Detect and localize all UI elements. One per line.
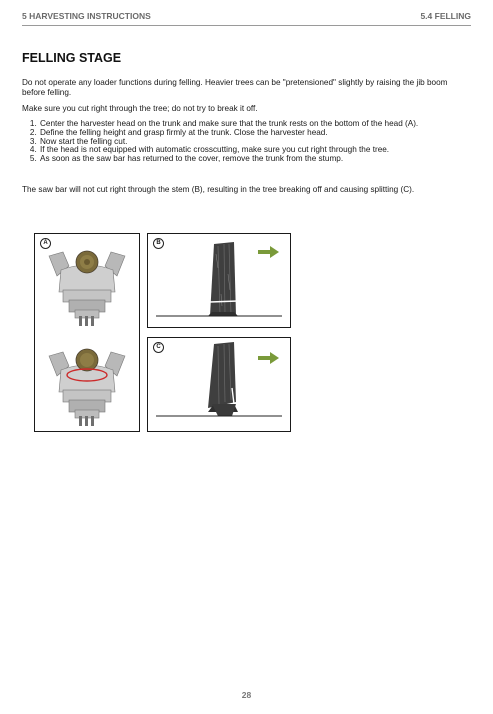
incomplete-cut-illustration	[148, 234, 290, 327]
tree-trunk	[208, 342, 236, 408]
figure-label-a: A	[40, 238, 51, 249]
felling-direction-arrow	[258, 246, 279, 258]
felling-steps-list	[22, 120, 471, 164]
figure-b-incomplete-cut	[147, 233, 291, 328]
harvester-head-illustration	[35, 234, 139, 431]
step-item: 2. Define the felling height and grasp firmly at the trunk. Close the harvester head.	[39, 129, 471, 138]
felling-direction-arrow	[258, 352, 279, 364]
subsection-title: 5.4 FELLING	[420, 11, 471, 21]
step-item: 5. As soon as the saw bar has returned to the cover, remove the trunk from the stump.	[39, 155, 471, 164]
step-item: 4. If the head is not equipped with automatic crosscutting, make sure you cut right through the tree.	[39, 146, 471, 155]
partial-cut-line	[210, 301, 238, 302]
intro-paragraph-1: Do not operate any loader functions during felling. Heavier trees can be "pretensioned" slightly by raising the jib boom before felling.	[22, 78, 448, 98]
harvester-head-top-view	[49, 251, 125, 326]
page-header	[22, 11, 471, 25]
splitting-illustration	[148, 338, 290, 431]
page-title: FELLING STAGE	[22, 51, 122, 65]
page-number: 28	[241, 690, 252, 700]
tree-trunk	[210, 242, 236, 316]
step-item: 3. Now start the felling cut.	[39, 138, 471, 147]
note-paragraph: The saw bar will not cut right through the stem (B), resulting in the tree breaking off and causing splitting (C).	[22, 185, 415, 194]
harvester-head-lower-view	[49, 349, 125, 426]
figure-label-b: B	[153, 238, 164, 249]
header-divider	[22, 25, 471, 26]
step-item: 1. Center the harvester head on the trunk and make sure that the trunk rests on the bottom of the head (A).	[39, 120, 471, 129]
figure-a-harvester-head	[34, 233, 140, 432]
figure-label-c: C	[153, 342, 164, 353]
section-title: 5 HARVESTING INSTRUCTIONS	[22, 11, 151, 21]
figure-c-splitting	[147, 337, 291, 432]
intro-paragraph-2: Make sure you cut right through the tree; do not try to break it off.	[22, 104, 258, 113]
